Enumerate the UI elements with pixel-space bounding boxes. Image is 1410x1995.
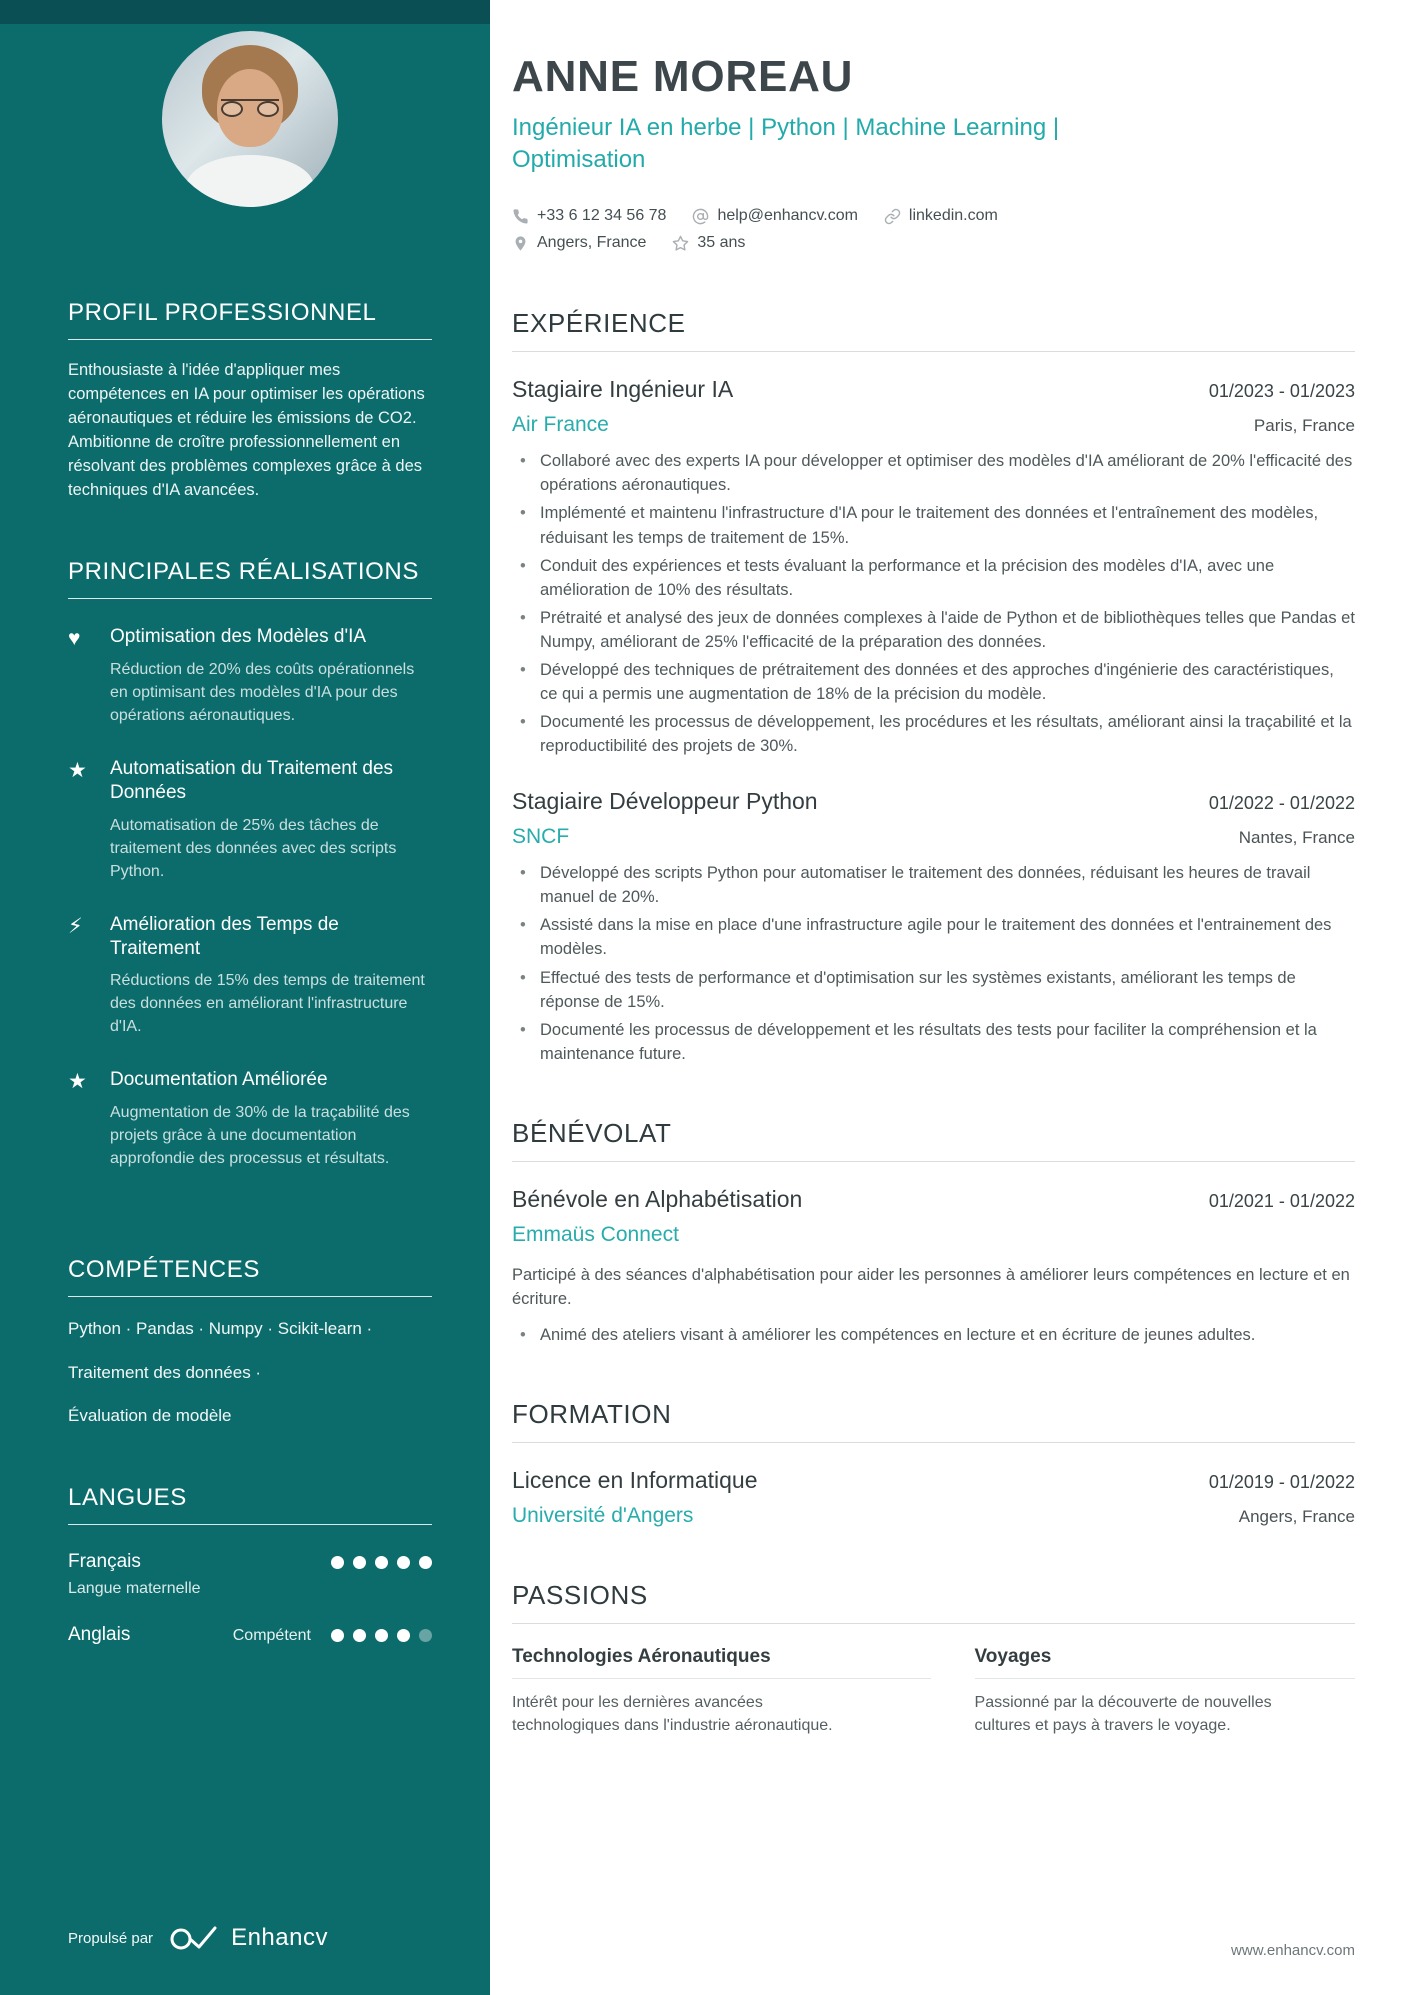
skills-heading: COMPÉTENCES [68, 1256, 432, 1297]
candidate-headline: Ingénieur IA en herbe | Python | Machine Learning | Optimisation [512, 114, 1060, 174]
language-level-dots [331, 1556, 432, 1569]
job-dates: 01/2023 - 01/2023 [1208, 381, 1355, 402]
bolt-icon: ⚡ [68, 914, 83, 938]
skill-line: Python · Pandas · Numpy · Scikit-learn · [68, 1318, 373, 1338]
level-dot [397, 1629, 410, 1642]
volunteer-dates: 01/2021 - 01/2022 [1208, 1190, 1355, 1211]
achievement-description: Automatisation de 25% des tâches de traitement des données avec des scripts Python. [110, 816, 397, 880]
phone-number: +33 6 12 34 56 78 [537, 207, 667, 225]
language-level-label: Langue maternelle [68, 1580, 201, 1598]
job-company: Air France [512, 413, 609, 437]
contact-link[interactable] [884, 207, 998, 225]
volunteering-heading: BÉNÉVOLAT [512, 1118, 1355, 1162]
passions-heading: PASSIONS [512, 1580, 1355, 1624]
star-icon [672, 235, 689, 252]
experience-section [512, 308, 1355, 1066]
contact-location [512, 234, 646, 252]
at-icon [692, 208, 709, 225]
achievement-item [68, 1068, 432, 1169]
bullet-item: • Assisté dans la mise en place d'une infrastructure agile pour le traitement des données et l'entrainement des modèles. [512, 913, 1355, 961]
education-heading: FORMATION [512, 1399, 1355, 1443]
job-bullet-list [512, 861, 1355, 1066]
bullet-item: • Prétraité et analysé des jeux de données complexes à l'aide de Python et de bibliothèques telles que Pandas et Numpy, améliorant de 25% l'efficacité de la préparation des données. [512, 606, 1355, 654]
bullet-item: • Conduit des expériences et tests évaluant la performance et la précision des modèles d'IA, avec une amélioration de 10% des résultats. [512, 554, 1355, 602]
passion-title: Technologies Aéronautiques [512, 1646, 931, 1679]
bullet-item: • Animé des ateliers visant à améliorer les compétences en lecture et en écriture de jeunes adultes. [512, 1323, 1355, 1347]
experience-entry [512, 376, 1355, 758]
job-location: Nantes, France [1238, 828, 1355, 848]
achievement-description: Augmentation de 30% de la traçabilité des projets grâce à une documentation approfondie des processus et résultats. [110, 1103, 410, 1167]
skills-section [68, 1256, 432, 1428]
achievement-title: Amélioration des Temps de Traitement [110, 913, 339, 959]
passion-text: Passionné par la découverte de nouvelles cultures et pays à travers le voyage. [974, 1694, 1272, 1735]
pin-icon [512, 235, 529, 252]
level-dot [397, 1556, 410, 1569]
language-row [68, 1624, 432, 1646]
powered-by-label: Propulsé par [68, 1929, 154, 1947]
enhancv-logo[interactable] [169, 1923, 328, 1953]
star-icon: ★ [68, 1070, 87, 1094]
contact-block [512, 198, 1355, 252]
avatar [162, 31, 338, 207]
candidate-name: ANNE MOREAU [512, 52, 854, 101]
bullet-item: • Documenté les processus de développement, les procédures et les résultats, améliorant ainsi la traçabilité et la reproductibilité des projets de 30%. [512, 710, 1355, 758]
profile-text: Enthousiaste à l'idée d'appliquer mes compétences en IA pour optimiser les opérations aéronautiques et réduire les émissions de CO2. Ambitionne de croître professionnellement en résolvant des problèmes complexes grâce à des techniques d'IA avancées. [68, 361, 425, 500]
profile-heading: PROFIL PROFESSIONNEL [68, 299, 432, 340]
contact-email[interactable] [692, 207, 857, 225]
experience-heading: EXPÉRIENCE [512, 308, 1355, 352]
volunteer-bullet-list [512, 1323, 1355, 1347]
level-dot [419, 1629, 432, 1642]
passion-item [975, 1646, 1355, 1738]
languages-heading: LANGUES [68, 1484, 432, 1525]
phone-icon [512, 208, 529, 225]
school-name: Université d'Angers [512, 1504, 694, 1528]
bullet-item: • Implémenté et maintenu l'infrastructure d'IA pour le traitement des données et l'entraînement des modèles, réduisant les temps de traitement de 15%. [512, 501, 1355, 549]
school-location: Angers, France [1238, 1507, 1355, 1527]
language-row [68, 1551, 432, 1598]
volunteering-section [512, 1118, 1355, 1347]
degree-title: Licence en Informatique [512, 1467, 758, 1494]
volunteer-org: Emmaüs Connect [512, 1222, 679, 1246]
job-bullet-list [512, 449, 1355, 758]
skill-line: Évaluation de modèle [68, 1406, 232, 1426]
enhancv-logo-text: Enhancv [231, 1924, 328, 1951]
heart-icon: ♥ [68, 627, 81, 651]
level-dot [353, 1629, 366, 1642]
skill-line: Traitement des données · [68, 1362, 262, 1382]
language-name: Anglais [68, 1624, 131, 1646]
level-dot [353, 1556, 366, 1569]
achievements-heading: PRINCIPALES RÉALISATIONS [68, 558, 432, 599]
level-dot [375, 1629, 388, 1642]
avatar-glasses [221, 99, 279, 117]
enhancv-logo-icon [169, 1923, 221, 1953]
languages-section [68, 1484, 432, 1646]
education-dates: 01/2019 - 01/2022 [1208, 1472, 1355, 1493]
volunteering-entry [512, 1186, 1355, 1347]
contact-row [512, 207, 1355, 225]
job-dates: 01/2022 - 01/2022 [1208, 793, 1355, 814]
education-entry [512, 1467, 1355, 1528]
volunteer-title: Bénévole en Alphabétisation [512, 1185, 803, 1212]
level-dot [419, 1556, 432, 1569]
achievement-title: Automatisation du Traitement des Données [110, 757, 394, 804]
language-name: Français [68, 1551, 141, 1573]
star-icon: ★ [68, 758, 87, 782]
level-dot [375, 1556, 388, 1569]
link-text: linkedin.com [908, 207, 998, 225]
passion-text: Intérêt pour les dernières avancées technologiques dans l'industrie aéronautique. [512, 1694, 833, 1735]
bullet-item: • Développé des techniques de prétraitement des données et des approches d'ingénierie des caractéristiques, ce qui a permis une augmentation de 18% de la précision du modèle. [512, 658, 1355, 706]
email-address: help@enhancv.com [717, 207, 858, 225]
language-level-dots [331, 1629, 432, 1642]
achievement-title: Optimisation des Modèles d'IA [110, 626, 367, 648]
bullet-item: • Documenté les processus de développement et les résultats des tests pour faciliter la compréhension et la maintenance future. [512, 1018, 1355, 1066]
passions-section [512, 1580, 1355, 1738]
experience-entry [512, 788, 1355, 1066]
achievement-item [68, 757, 432, 883]
contact-row [512, 234, 1355, 252]
level-dot [331, 1556, 344, 1569]
achievement-item [68, 913, 432, 1039]
passion-item [512, 1646, 931, 1738]
achievement-item [68, 625, 432, 726]
achievement-description: Réductions de 15% des temps de traitement des données en améliorant l'infrastructure d'IA. [110, 972, 425, 1036]
volunteer-intro: Participé à des séances d'alphabétisation pour aider les personnes à améliorer leurs compétences en lecture et en écriture. [512, 1265, 1350, 1308]
link-icon [884, 208, 901, 225]
bullet-item: • Effectué des tests de performance et d'optimisation sur les systèmes existants, améliorant les temps de réponse de 15%. [512, 966, 1355, 1014]
job-title: Stagiaire Ingénieur IA [512, 376, 734, 403]
contact-phone [512, 207, 666, 225]
bullet-item: • Collaboré avec des experts IA pour développer et optimiser des modèles d'IA améliorant de 20% l'efficacité des opérations aéronautiques. [512, 449, 1355, 497]
education-section [512, 1399, 1355, 1528]
language-level-label: Compétent [232, 1627, 311, 1645]
profile-section [68, 299, 432, 502]
sidebar-top-band [0, 0, 490, 24]
bullet-item: • Développé des scripts Python pour automatiser le traitement des données, réduisant les heures de travail manuel de 20%. [512, 861, 1355, 909]
achievements-section [68, 558, 432, 1199]
main-column [490, 0, 1410, 1995]
location-text: Angers, France [537, 234, 647, 252]
job-location: Paris, France [1253, 416, 1355, 436]
avatar-shoulders [186, 155, 314, 207]
level-dot [331, 1629, 344, 1642]
contact-age [672, 234, 745, 252]
passions-grid [512, 1646, 1355, 1738]
job-company: SNCF [512, 825, 570, 849]
sidebar-footer [68, 1883, 432, 1953]
website-link[interactable]: www.enhancv.com [1231, 1942, 1355, 1959]
passion-title: Voyages [975, 1646, 1355, 1679]
achievement-title: Documentation Améliorée [110, 1069, 328, 1091]
achievements-list [68, 625, 432, 1169]
job-title: Stagiaire Développeur Python [512, 788, 818, 815]
age-text: 35 ans [697, 234, 746, 252]
sidebar [0, 0, 490, 1995]
achievement-description: Réduction de 20% des coûts opérationnels en optimisant des modèles d'IA pour des opérations aéronautiques. [110, 660, 415, 724]
